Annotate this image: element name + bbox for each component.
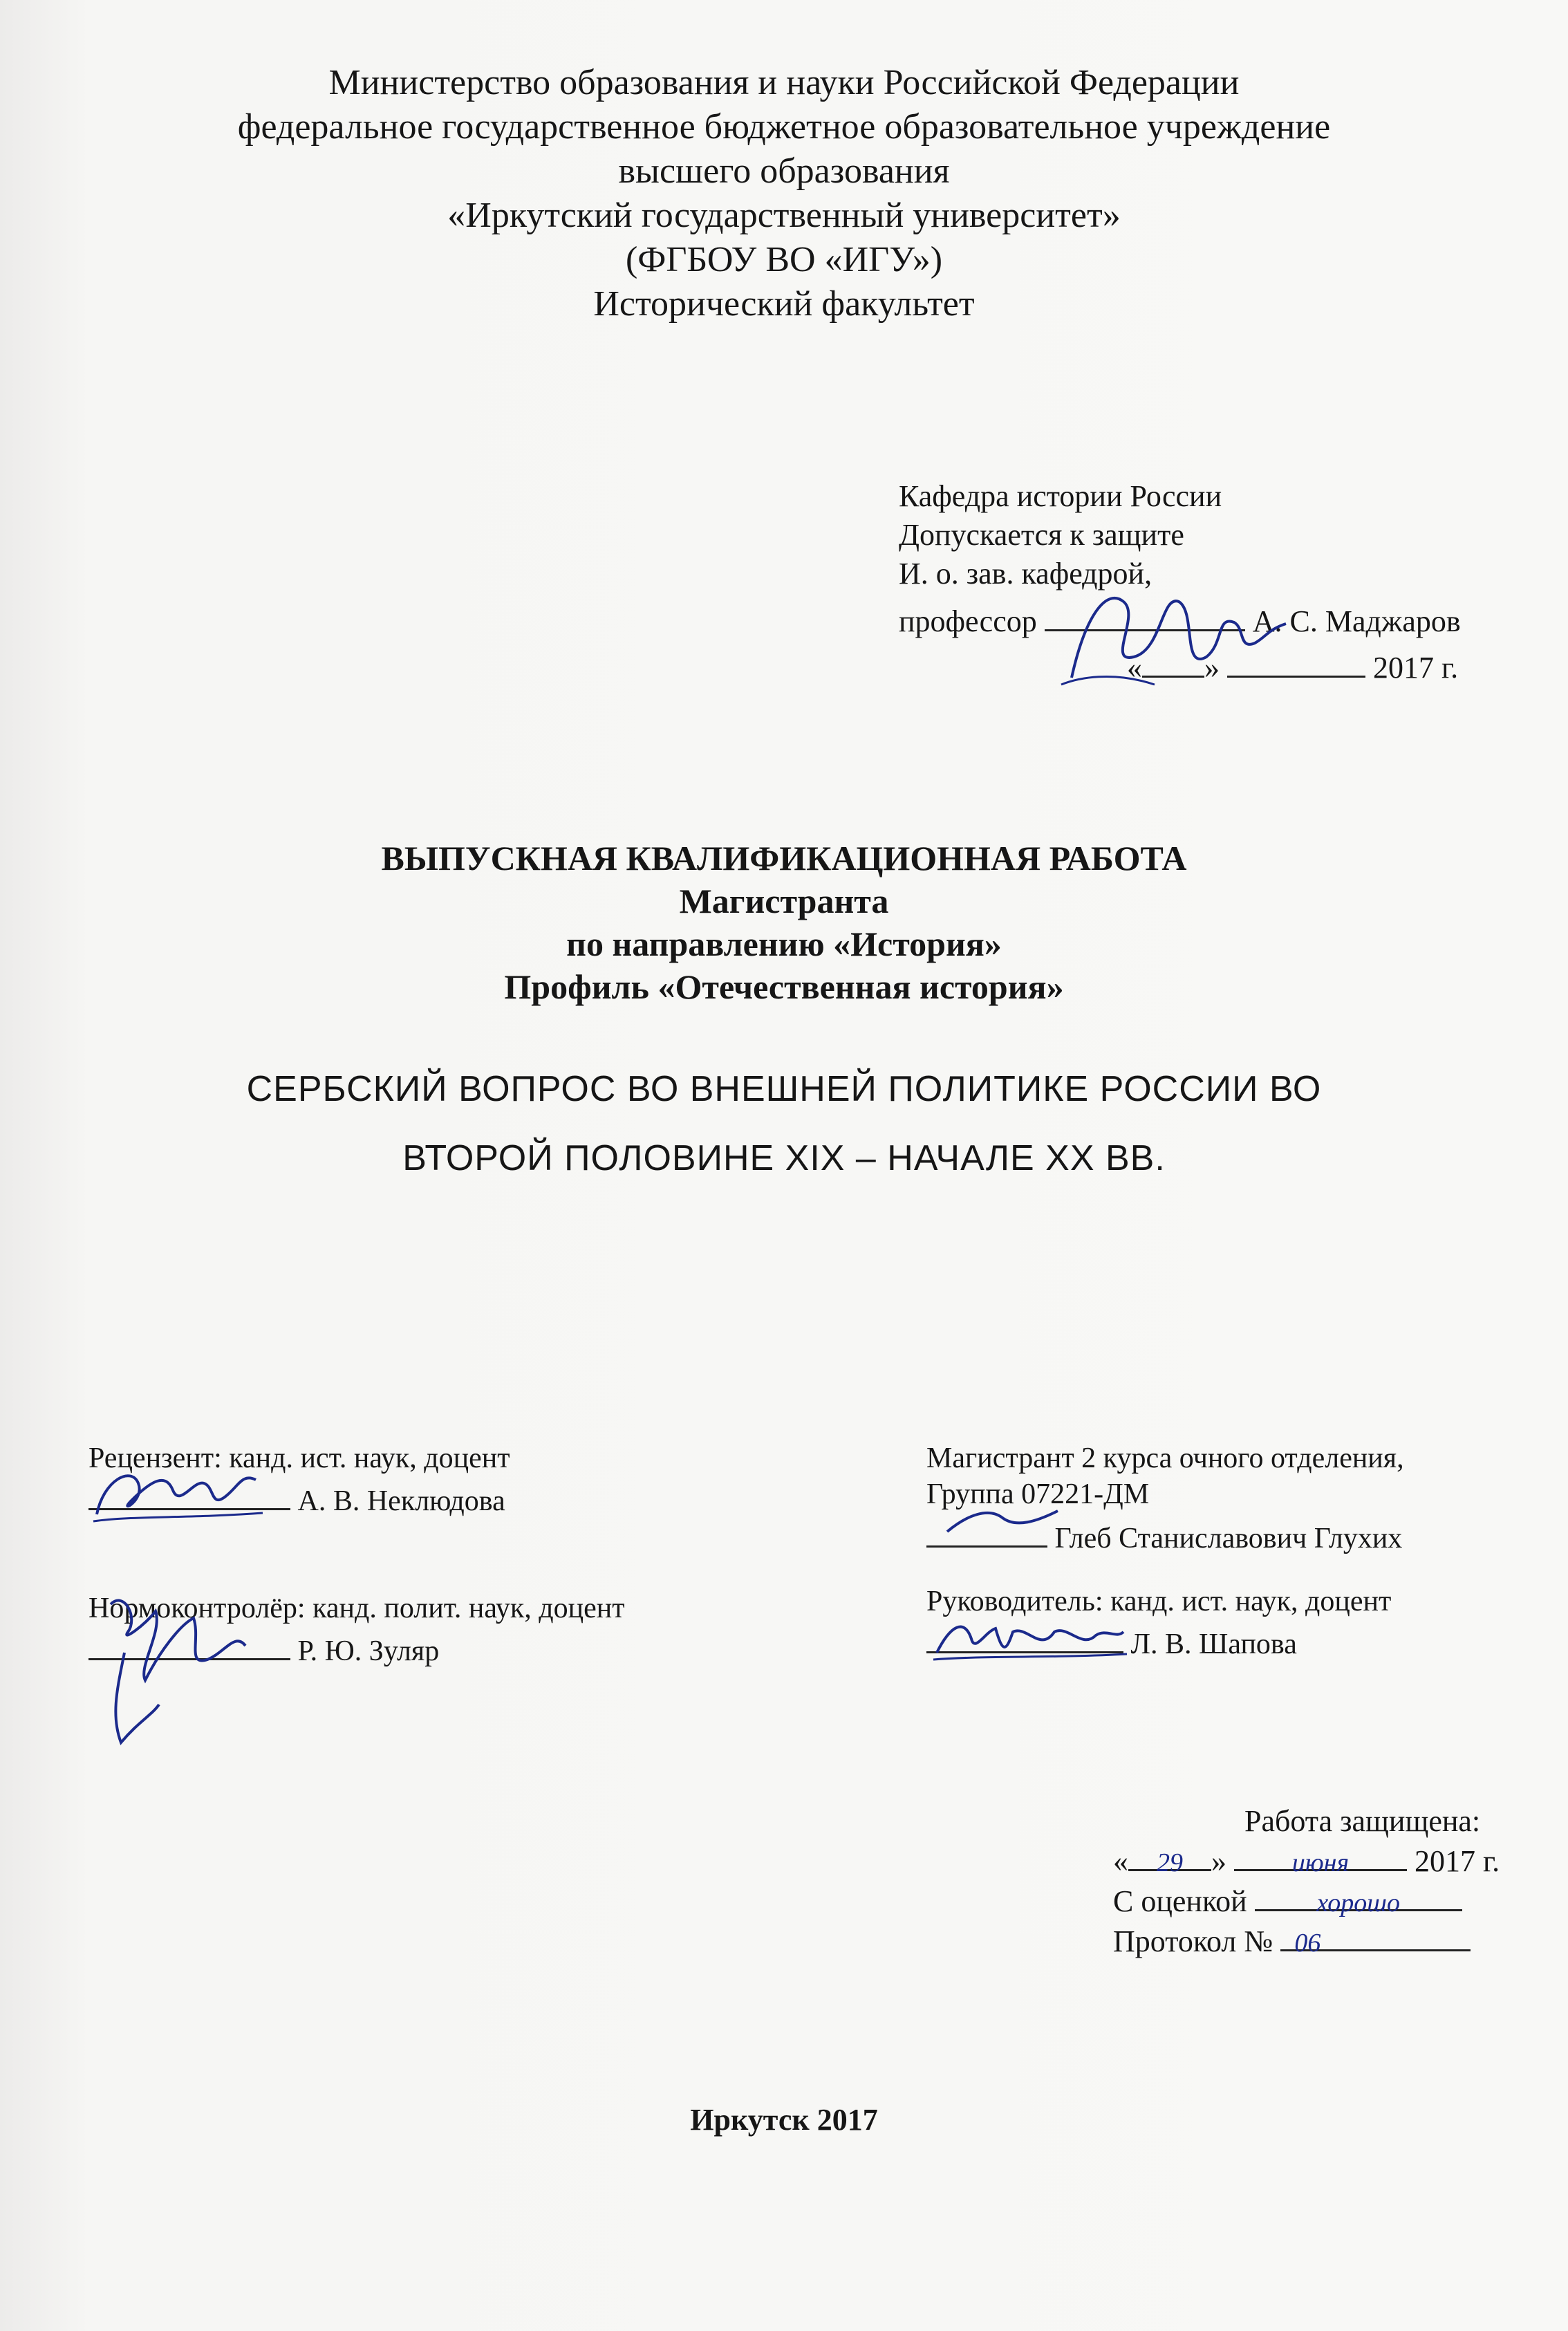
- date-close-quote: »: [1204, 651, 1220, 685]
- supervisor-label: Руководитель: канд. ист. наук, доцент: [926, 1586, 1392, 1617]
- work-title-line-2: ВТОРОЙ ПОЛОВИНЕ XIX – НАЧАЛЕ XX ВВ.: [402, 1138, 1166, 1178]
- reviewer-name: А. В. Неклюдова: [297, 1485, 505, 1517]
- defense-day: 29: [1157, 1848, 1183, 1877]
- acting-head-line: И. о. зав. кафедрой,: [899, 557, 1152, 591]
- degree: Магистранта: [679, 882, 889, 920]
- work-title-line-1: СЕРБСКИЙ ВОПРОС ВО ВНЕШНЕЙ ПОЛИТИКЕ РОССИИ ВО: [246, 1069, 1322, 1109]
- defense-month-field: [1234, 1841, 1407, 1877]
- admission-block: [899, 477, 1521, 687]
- norm-controller-name: Р. Ю. Зуляр: [297, 1635, 440, 1667]
- grade-line: [1113, 1882, 1500, 1922]
- head-name: А. С. Маджаров: [1252, 604, 1461, 638]
- admission-date-line: [899, 648, 1521, 687]
- norm-controller-signature-blank: [88, 1631, 290, 1660]
- protocol-field: [1280, 1922, 1471, 1958]
- profile: Профиль «Отечественная история»: [504, 967, 1064, 1006]
- reviewer-label: Рецензент: канд. ист. наук, доцент: [88, 1442, 510, 1474]
- institution-type-line: федеральное государственное бюджетное образовательное учреждение: [237, 107, 1331, 147]
- supervisor-signature-blank: [926, 1624, 1123, 1653]
- day-blank: [1142, 648, 1204, 678]
- date-open-quote: «: [1127, 651, 1142, 685]
- direction: по направлению «История»: [566, 925, 1002, 963]
- work-type-block: [0, 837, 1568, 1008]
- month-blank: [1227, 648, 1365, 678]
- admitted-line: Допускается к защите: [899, 518, 1184, 552]
- head-signature-blank: [1045, 602, 1245, 631]
- norm-controller-block: [88, 1590, 625, 1669]
- position-label: профессор: [899, 604, 1037, 638]
- student-name: Глеб Станиславович Глухих: [1054, 1523, 1403, 1554]
- education-level-line: высшего образования: [618, 151, 950, 191]
- head-signature-line: [899, 602, 1521, 641]
- defense-month: июня: [1291, 1848, 1350, 1877]
- reviewer-signature-line: [88, 1480, 510, 1519]
- defended-label: Работа защищена:: [1244, 1804, 1481, 1838]
- student-signature-line: [926, 1518, 1404, 1557]
- student-group: Группа 07221-ДМ: [926, 1478, 1150, 1510]
- defense-date-open-quote: «: [1113, 1844, 1128, 1878]
- student-label: Магистрант 2 курса очного отделения,: [926, 1442, 1404, 1474]
- supervisor-block: [926, 1584, 1391, 1662]
- work-type: ВЫПУСКНАЯ КВАЛИФИКАЦИОННАЯ РАБОТА: [381, 839, 1187, 877]
- work-title-block: [0, 1055, 1568, 1193]
- norm-controller-signature-line: [88, 1631, 625, 1669]
- institution-header: [0, 61, 1568, 326]
- grade-field: [1255, 1882, 1462, 1917]
- ministry-line: Министерство образования и науки Российской Федерации: [328, 63, 1240, 102]
- supervisor-name: Л. В. Шапова: [1130, 1628, 1297, 1660]
- norm-controller-label: Нормоконтролёр: канд. полит. наук, доцент: [88, 1592, 625, 1624]
- university-line: «Иркутский государственный университет»: [447, 196, 1121, 235]
- protocol-label: Протокол №: [1113, 1924, 1273, 1958]
- defense-day-field: [1128, 1841, 1211, 1877]
- supervisor-signature-line: [926, 1624, 1391, 1662]
- faculty-line: Исторический факультет: [593, 284, 975, 324]
- grade-label: С оценкой: [1113, 1884, 1247, 1918]
- admission-year: 2017 г.: [1373, 651, 1459, 685]
- student-block: [926, 1440, 1404, 1557]
- reviewer-block: [88, 1440, 510, 1519]
- abbreviation-line: (ФГБОУ ВО «ИГУ»): [625, 240, 943, 279]
- defense-date-line: [1113, 1841, 1500, 1882]
- defense-date-close-quote: »: [1211, 1844, 1226, 1878]
- protocol-line: [1113, 1922, 1500, 1962]
- city-year: Иркутск 2017: [690, 2103, 878, 2137]
- student-signature-blank: [926, 1518, 1047, 1548]
- defense-year: 2017 г.: [1415, 1844, 1500, 1878]
- reviewer-signature-blank: [88, 1480, 290, 1510]
- department-line: Кафедра истории России: [899, 479, 1222, 513]
- grade-value: хорошо: [1316, 1888, 1400, 1917]
- protocol-number: 06: [1294, 1929, 1321, 1958]
- defense-block: [1113, 1801, 1500, 1962]
